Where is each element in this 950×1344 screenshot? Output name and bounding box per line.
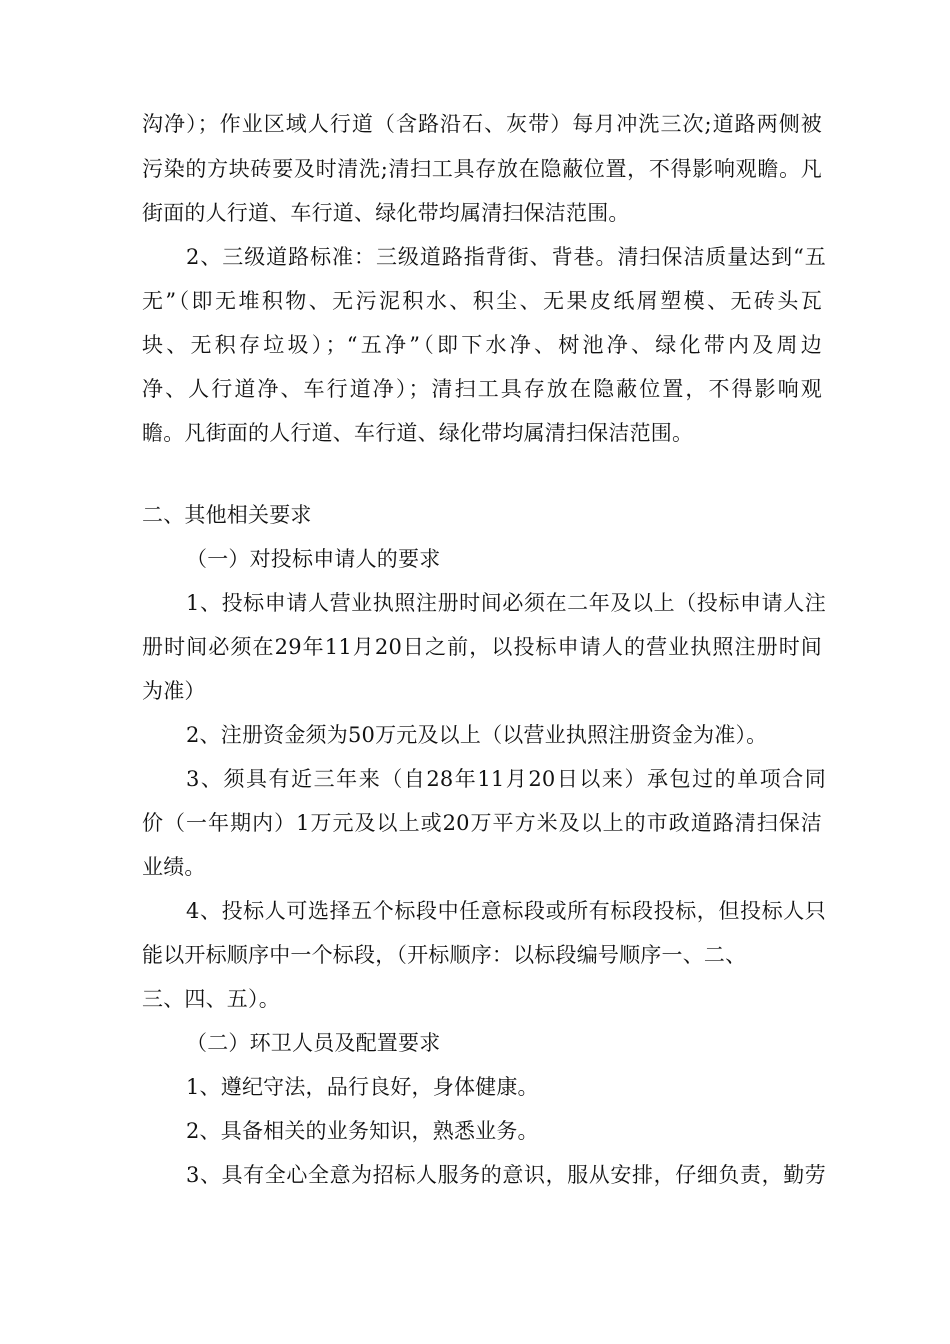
subsection-heading-1: （一）对投标申请人的要求 xyxy=(186,547,441,571)
text-line-24: 3、具有全心全意为招标人服务的意识，服从安排，仔细负责，勤劳 xyxy=(186,1163,826,1187)
text-line-23: 2、具备相关的业务知识，熟悉业务。 xyxy=(186,1119,539,1143)
text-line-15: 3、须具有近三年来（自28年11月20日以来）承包过的单项合同 xyxy=(186,767,826,791)
text-line-14: 2、注册资金须为50万元及以上（以营业执照注册资金为准）。 xyxy=(186,723,768,747)
text-line-16: 价（一年期内）1万元及以上或20万平方米及以上的市政道路清扫保洁 xyxy=(142,811,822,835)
text-line-3: 街面的人行道、车行道、绿化带均属清扫保洁范围。 xyxy=(142,201,630,225)
text-line-11: 1、投标申请人营业执照注册时间必须在二年及以上（投标申请人注 xyxy=(186,591,826,615)
section-heading: 二、其他相关要求 xyxy=(142,503,312,527)
text-line-19: 能以开标顺序中一个标段，（开标顺序：以标段编号顺序一、二、 xyxy=(142,943,747,967)
text-line-18: 4、投标人可选择五个标段中任意标段或所有标段投标，但投标人只 xyxy=(186,899,826,923)
text-line-8: 瞻。凡街面的人行道、车行道、绿化带均属清扫保洁范围。 xyxy=(142,421,694,445)
text-line-4: 2、三级道路标准：三级道路指背街、背巷。清扫保洁质量达到“五 xyxy=(186,245,826,269)
subsection-heading-2: （二）环卫人员及配置要求 xyxy=(186,1031,441,1055)
text-line-7: 净、人行道净、车行道净）；清扫工具存放在隐蔽位置，不得影响观 xyxy=(142,377,822,401)
text-line-5: 无”（即无堆积物、无污泥积水、积尘、无果皮纸屑塑模、无砖头瓦 xyxy=(142,289,822,313)
text-line-2: 污染的方块砖要及时清洗;清扫工具存放在隐蔽位置，不得影响观瞻。凡 xyxy=(142,157,822,181)
text-line-20: 三、四、五）。 xyxy=(142,987,280,1011)
text-line-12: 册时间必须在29年11月20日之前，以投标申请人的营业执照注册时间 xyxy=(142,635,822,659)
text-line-6: 块、无积存垃圾）；“五净”（即下水净、树池净、绿化带内及周边 xyxy=(142,333,822,357)
text-line-17: 业绩。 xyxy=(142,855,206,879)
text-line-13: 为准） xyxy=(142,679,206,703)
text-line-1: 沟净）；作业区域人行道（含路沿石、灰带）每月冲洗三次;道路两侧被 xyxy=(142,112,822,136)
text-line-22: 1、遵纪守法，品行良好，身体健康。 xyxy=(186,1075,539,1099)
